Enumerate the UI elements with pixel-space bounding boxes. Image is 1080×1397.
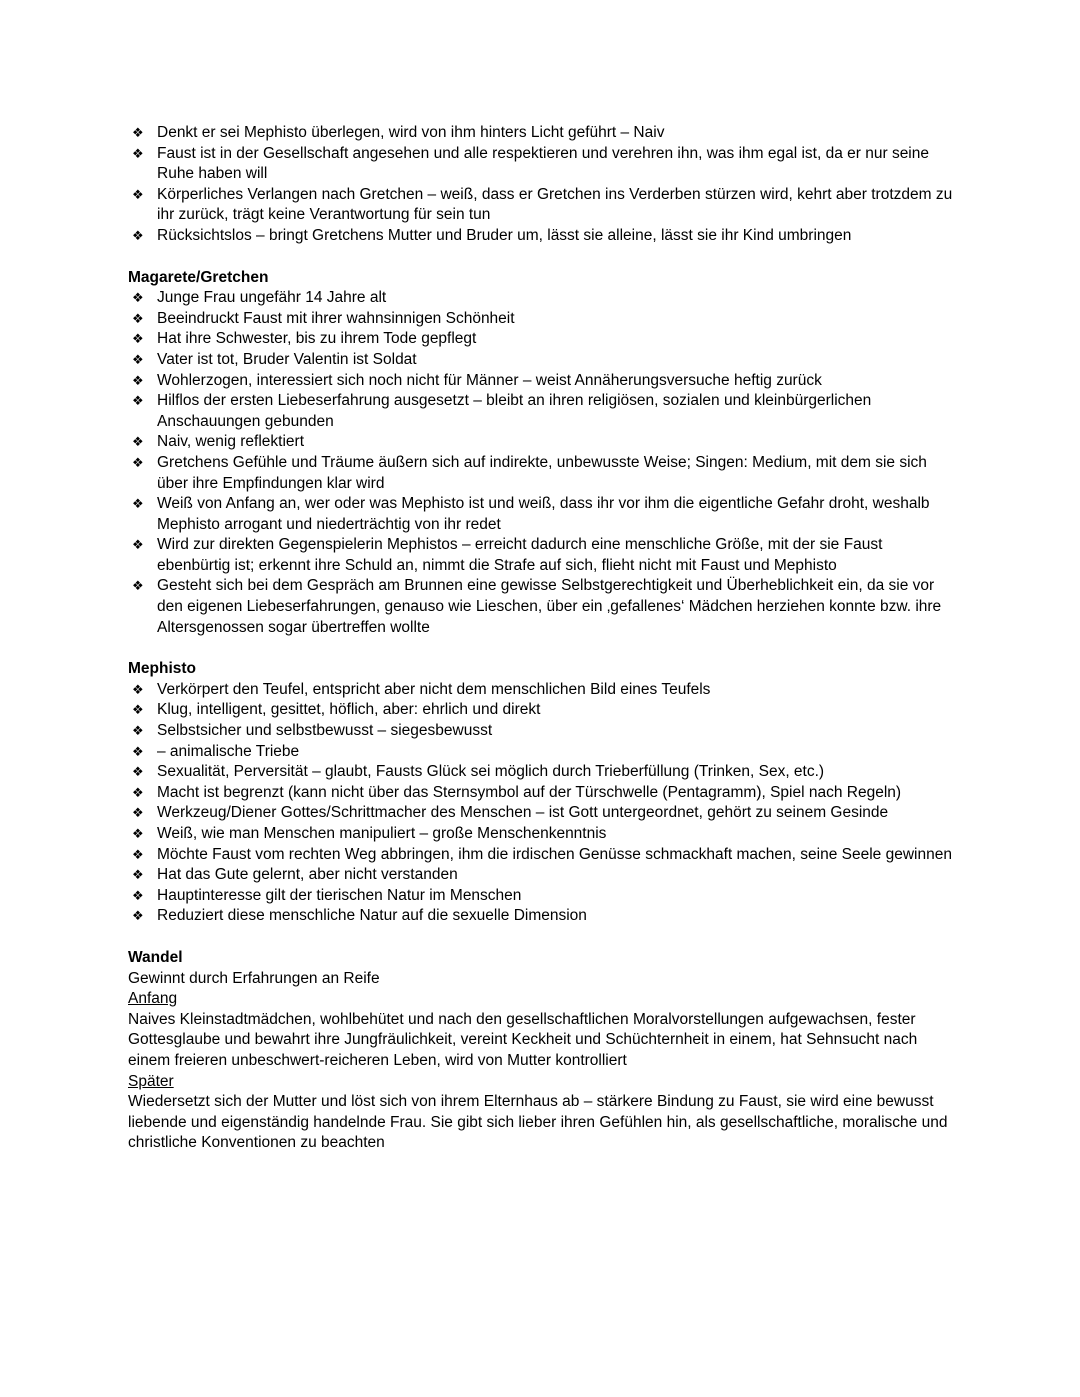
bullet-diamond-icon: ❖ [132, 784, 144, 800]
bullet-diamond-icon: ❖ [132, 434, 144, 450]
bullet-text: Möchte Faust vom rechten Weg abbringen, ihm die irdischen Genüsse schmackhaft machen, seine Seele gewinnen [157, 845, 952, 863]
bullet-text: Junge Frau ungefähr 14 Jahre alt [157, 289, 387, 307]
bullet-text: Rücksichtslos – bringt Gretchens Mutter und Bruder um, lässt sie alleine, lässt sie ihr Kind umbringen [157, 226, 852, 244]
section-heading: Magarete/Gretchen [128, 268, 269, 286]
bullet-item [128, 494, 953, 535]
bullet-text: Beeindruckt Faust mit ihrer wahnsinnigen Schönheit [157, 309, 515, 327]
bullet-diamond-icon: ❖ [132, 702, 144, 718]
section-wandel [128, 948, 953, 1154]
bullet-item [128, 329, 953, 350]
bullet-text: Hat ihre Schwester, bis zu ihrem Tode gepflegt [157, 330, 477, 348]
bullet-diamond-icon: ❖ [132, 681, 144, 697]
bullet-text: Gretchens Gefühle und Träume äußern sich auf indirekte, unbewusste Weise; Singen: Medium, mit dem sie sich über ihre Empfindungen klar wird [157, 453, 927, 492]
bullet-list [128, 288, 953, 638]
document-content [128, 123, 953, 1154]
bullet-diamond-icon: ❖ [132, 908, 144, 924]
bullet-diamond-icon: ❖ [132, 372, 144, 388]
bullet-diamond-icon: ❖ [132, 331, 144, 347]
bullet-diamond-icon: ❖ [132, 454, 144, 470]
bullet-item [128, 803, 953, 824]
bullet-text: Verkörpert den Teufel, entspricht aber nicht dem menschlichen Bild eines Teufels [157, 680, 711, 698]
bullet-item [128, 453, 953, 494]
section-gretchen [128, 268, 953, 639]
bullet-diamond-icon: ❖ [132, 496, 144, 512]
bullet-diamond-icon: ❖ [132, 887, 144, 903]
bullet-text: Hauptinteresse gilt der tierischen Natur im Menschen [157, 886, 522, 904]
bullet-item [128, 845, 953, 866]
bullet-item [128, 762, 953, 783]
bullet-text: Denkt er sei Mephisto überlegen, wird von ihm hinters Licht geführt – Naiv [157, 124, 665, 141]
bullet-diamond-icon: ❖ [132, 227, 144, 243]
bullet-item [128, 350, 953, 371]
bullet-diamond-icon: ❖ [132, 125, 144, 140]
bullet-item [128, 700, 953, 721]
bullet-item [128, 185, 953, 226]
section-mephisto [128, 659, 953, 927]
bullet-item [128, 288, 953, 309]
bullet-item [128, 391, 953, 432]
bullet-item [128, 144, 953, 185]
bullet-item [128, 226, 953, 247]
bullet-text: Gesteht sich bei dem Gespräch am Brunnen eine gewisse Selbstgerechtigkeit und Überheblichkeit ein, da sie vor den eigenen Liebeserfahrungen, genauso wie Lieschen, über ein ‚gefallenes‘ Mädchen herziehen konnte bzw. ihre Altersgenossen sogar übertreffen wollte [157, 577, 942, 636]
bullet-text: Werkzeug/Diener Gottes/Schrittmacher des Menschen – ist Gott untergeordnet, gehört zu seinem Gesinde [157, 804, 889, 822]
bullet-item [128, 371, 953, 392]
section-heading: Mephisto [128, 660, 197, 678]
bullet-text: Faust ist in der Gesellschaft angesehen und alle respektieren und verehren ihn, was ihm egal ist, da er nur seine Ruhe haben will [157, 144, 929, 183]
bullet-text: Körperliches Verlangen nach Gretchen – weiß, dass er Gretchen ins Verderben stürzen wird, kehrt aber trotzdem zu ihr zurück, trägt keine Verantwortung für sein tun [157, 185, 953, 224]
bullet-item [128, 123, 953, 144]
bullet-text: Klug, intelligent, gesittet, höflich, aber: ehrlich und direkt [157, 701, 541, 719]
bullet-diamond-icon: ❖ [132, 393, 144, 409]
bullet-diamond-icon: ❖ [132, 723, 144, 739]
bullet-diamond-icon: ❖ [132, 537, 144, 553]
bullet-diamond-icon: ❖ [132, 805, 144, 821]
bullet-diamond-icon: ❖ [132, 743, 144, 759]
paragraph: Naives Kleinstadtmädchen, wohlbehütet und nach den gesellschaftlichen Moralvorstellungen aufgewachsen, fester Gottesglaube und bewahrt ihre Jungfräulichkeit, vereint Keckheit und Schüchternheit in einem, hat Sehnsucht nach einem freieren unbeschwert-reicheren Leben, wird von Mutter kontrolliert [128, 1010, 918, 1069]
bullet-text: Hilflos der ersten Liebeserfahrung ausgesetzt – bleibt an ihren religiösen, sozialen und kleinbürgerlichen Anschauungen gebunden [157, 392, 872, 430]
bullet-text: Weiß, wie man Menschen manipuliert – große Menschenkenntnis [157, 825, 607, 842]
bullet-item [128, 309, 953, 330]
bullet-item [128, 906, 953, 927]
section-faust-continued [128, 123, 953, 247]
bullet-text: Vater ist tot, Bruder Valentin ist Soldat [157, 350, 417, 368]
bullet-diamond-icon: ❖ [132, 310, 144, 326]
bullet-text: Wohlerzogen, interessiert sich noch nicht für Männer – weist Annäherungsversuche heftig zurück [157, 371, 822, 389]
subheading-underlined: Anfang [128, 990, 178, 1008]
bullet-item [128, 680, 953, 701]
bullet-text: Macht ist begrenzt (kann nicht über das Sternsymbol auf der Türschwelle (Pentagramm), Spiel nach Regeln) [157, 783, 902, 801]
bullet-text: Reduziert diese menschliche Natur auf die sexuelle Dimension [157, 907, 587, 925]
bullet-item [128, 865, 953, 886]
bullet-list [128, 123, 953, 247]
bullet-diamond-icon: ❖ [132, 578, 144, 594]
bullet-text: Wird zur direkten Gegenspielerin Mephistos – erreicht dadurch eine menschliche Größe, mit der sie Faust ebenbürtig ist; erkennt ihre Schuld an, nimmt die Strafe auf sich, flieht nicht mit Faust und Mephisto [157, 536, 883, 574]
bullet-item [128, 535, 953, 576]
paragraph: Wiedersetzt sich der Mutter und löst sich von ihrem Elternhaus ab – stärkere Bindung zu Faust, sie wird eine bewusst liebende und eigenständig handelnde Frau. Sie gibt sich lieber ihren Gefühlen hin, als gesellschaftliche, moralische und christliche Konventionen zu beachten [128, 1093, 948, 1152]
bullet-diamond-icon: ❖ [132, 826, 144, 841]
bullet-text: Naiv, wenig reflektiert [157, 433, 305, 451]
bullet-diamond-icon: ❖ [132, 186, 144, 202]
bullet-item [128, 886, 953, 907]
bullet-diamond-icon: ❖ [132, 290, 144, 306]
bullet-diamond-icon: ❖ [132, 145, 144, 161]
bullet-item [128, 432, 953, 453]
bullet-item [128, 576, 953, 638]
subheading-underlined: Später [128, 1072, 174, 1090]
bullet-diamond-icon: ❖ [132, 846, 144, 862]
bullet-diamond-icon: ❖ [132, 764, 144, 780]
bullet-item [128, 721, 953, 742]
bullet-text: Weiß von Anfang an, wer oder was Mephisto ist und weiß, dass ihr vor ihm die eigentliche Gefahr droht, weshalb Mephisto arrogant und niederträchtig von ihr redet [157, 495, 930, 533]
section-heading: Wandel [128, 948, 183, 966]
bullet-text: Hat das Gute gelernt, aber nicht verstanden [157, 866, 458, 884]
bullet-item [128, 824, 953, 845]
bullet-text: Selbstsicher und selbstbewusst – siegesbewusst [157, 722, 493, 740]
bullet-item [128, 742, 953, 763]
bullet-diamond-icon: ❖ [132, 867, 144, 883]
bullet-text: – animalische Triebe [157, 742, 300, 760]
bullet-diamond-icon: ❖ [132, 351, 144, 367]
paragraph: Gewinnt durch Erfahrungen an Reife [128, 969, 380, 987]
bullet-item [128, 783, 953, 804]
bullet-text: Sexualität, Perversität – glaubt, Fausts Glück sei möglich durch Trieberfüllung (Trinken, Sex, etc.) [157, 763, 825, 781]
bullet-list [128, 680, 953, 927]
